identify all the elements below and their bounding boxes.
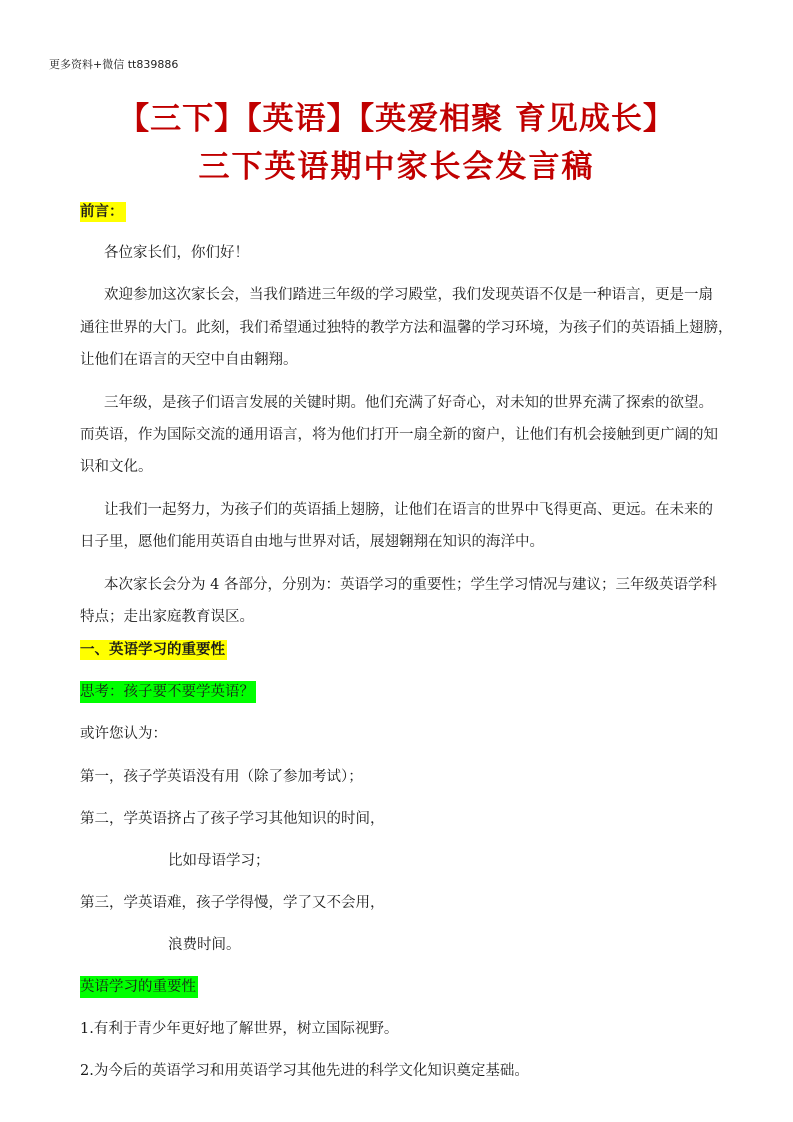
preface-heading-text: 前言： — [80, 204, 124, 220]
document-title: 【三下】【英语】【英爱相聚 育见成长】 — [118, 101, 675, 137]
watermark: 更多资料+微信 tt839886 — [49, 58, 179, 71]
paragraph-3-line-2: 日子里，愿他们能用英语自由地与世界对话，展翅翱翔在知识的海洋中。 — [80, 534, 544, 550]
paragraph-3-line-1: 让我们一起努力，为孩子们的英语插上翅膀，让他们在语言的世界中飞得更高、更远。在未来的 — [104, 502, 713, 518]
think-question — [80, 682, 256, 702]
importance-heading-text: 英语学习的重要性 — [80, 976, 198, 998]
section-1-heading — [80, 640, 227, 660]
paragraph-4-line-1: 本次家长会分为 4 各部分，分别为：英语学习的重要性；学生学习情况与建议；三年级英语学科 — [104, 577, 717, 593]
paragraph-2-line-2: 而英语，作为国际交流的通用语言，将为他们打开一扇全新的窗户，让他们有机会接触到更广阔的知 — [80, 427, 718, 443]
think-question-text: 思考：孩子要不要学英语？ — [80, 681, 256, 703]
reason-third-continued: 浪费时间。 — [168, 937, 241, 953]
paragraph-2-line-1: 三年级，是孩子们语言发展的关键时期。他们充满了好奇心，对未知的世界充满了探索的欲望。 — [104, 395, 713, 411]
reason-third: 第三，学英语难，孩子学得慢，学了又不会用， — [80, 895, 385, 911]
reason-second: 第二，学英语挤占了孩子学习其他知识的时间， — [80, 811, 385, 827]
greeting: 各位家长们，你们好！ — [104, 245, 249, 261]
reason-second-continued: 比如母语学习； — [168, 853, 270, 869]
paragraph-2-line-3: 识和文化。 — [80, 459, 153, 475]
reason-first: 第一，孩子学英语没有用（除了参加考试）； — [80, 769, 363, 785]
importance-point-1: 1.有利于青少年更好地了解世界，树立国际视野。 — [80, 1021, 399, 1037]
preface-heading — [80, 202, 126, 222]
paragraph-1-line-1: 欢迎参加这次家长会，当我们踏进三年级的学习殿堂，我们发现英语不仅是一种语言，更是一扇 — [104, 287, 713, 303]
document-subtitle: 三下英语期中家长会发言稿 — [198, 149, 595, 185]
maybe-you-think: 或许您认为： — [80, 726, 167, 742]
paragraph-1-line-2: 通往世界的大门。此刻，我们希望通过独特的教学方法和温馨的学习环境，为孩子们的英语插上翅膀， — [80, 320, 733, 336]
paragraph-4-line-2: 特点；走出家庭教育误区。 — [80, 609, 254, 625]
importance-point-2: 2.为今后的英语学习和用英语学习其他先进的科学文化知识奠定基础。 — [80, 1063, 529, 1079]
paragraph-1-line-3: 让他们在语言的天空中自由翱翔。 — [80, 352, 298, 368]
section-1-heading-text: 一、英语学习的重要性 — [80, 642, 225, 658]
importance-heading — [80, 977, 198, 997]
